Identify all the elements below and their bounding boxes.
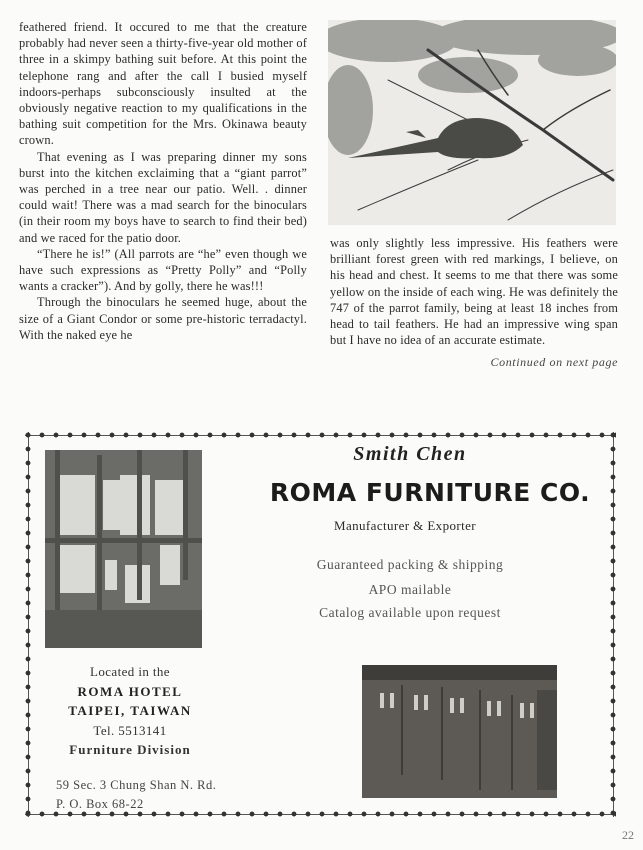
ad-company-name: ROMA FURNITURE CO.	[269, 478, 591, 507]
ad-service: APO mailable	[368, 582, 452, 597]
ad-owner-name: Smith Chen	[353, 443, 467, 465]
location-division: Furniture Division	[69, 742, 191, 757]
ad-service: Guaranteed packing & shipping	[316, 557, 504, 572]
article-paragraph: feathered friend. It occured to me that the creature probably had never seen a thirty-five-year old mother of three in a skimpy bathing suit before. At this point the telephone rang and after the call I busied myself indoors-perhaps subconsciously insulted at the obviously negative reaction to my qualifications in the bathing suit competition for the Mrs. Okinawa beauty crown.	[19, 20, 307, 148]
article-left-column	[19, 19, 307, 343]
continued-note: Continued on next page	[490, 355, 618, 370]
location-hotel: ROMA HOTEL	[77, 683, 183, 699]
article-paragraph: Through the binoculars he seemed huge, about the size of a Giant Condor or some pre-historic terradactyl. With the naked eye he	[19, 295, 307, 342]
location-city: TAIPEI, TAIWAN	[68, 703, 192, 718]
article-paragraph: was only slightly less impressive. His feathers were brilliant forest green with red markings, I believe, on his head and chest. It seems to me that there was some yellow on the inside of each wing. He was definitely the 747 of the parrot family, being at least 18 inches from head to tail feathers. He had an impressive wing span but I have no idea of an accurate estimate.	[330, 236, 618, 348]
location-phone: Tel. 5513141	[93, 722, 167, 738]
ad-tagline: Manufacturer & Exporter	[333, 518, 477, 533]
ad-service: Catalog available upon request	[319, 605, 501, 620]
chain-border-top	[25, 432, 616, 438]
address-line: 59 Sec. 3 Chung Shan N. Rd.	[56, 778, 217, 792]
parrot-photo	[328, 20, 616, 225]
ad-location-block	[40, 662, 220, 760]
article-paragraph: “There he is!” (All parrots are “he” even though we have such expressions as “Pretty Polly” and “Polly wants a cracker”). And by golly, there he was!!!	[19, 246, 307, 294]
article-right-column	[330, 235, 618, 371]
cabinet-photo	[362, 665, 557, 798]
location-intro: Located in the	[90, 664, 170, 679]
address-line: P. O. Box 68-22	[56, 797, 144, 811]
article-paragraph: That evening as I was preparing dinner my sons burst into the kitchen exclaiming that a “giant parrot” was perched in a tree near our patio. Well. . dinner could wait! There was a mad search for the binoculars (in their room my boys have to search to find their bed) and we raced for the patio door.	[19, 149, 307, 245]
shelving-photo	[45, 450, 202, 648]
page-number: 22	[622, 828, 634, 842]
chain-border-left	[25, 432, 31, 817]
ad-address	[56, 776, 316, 814]
